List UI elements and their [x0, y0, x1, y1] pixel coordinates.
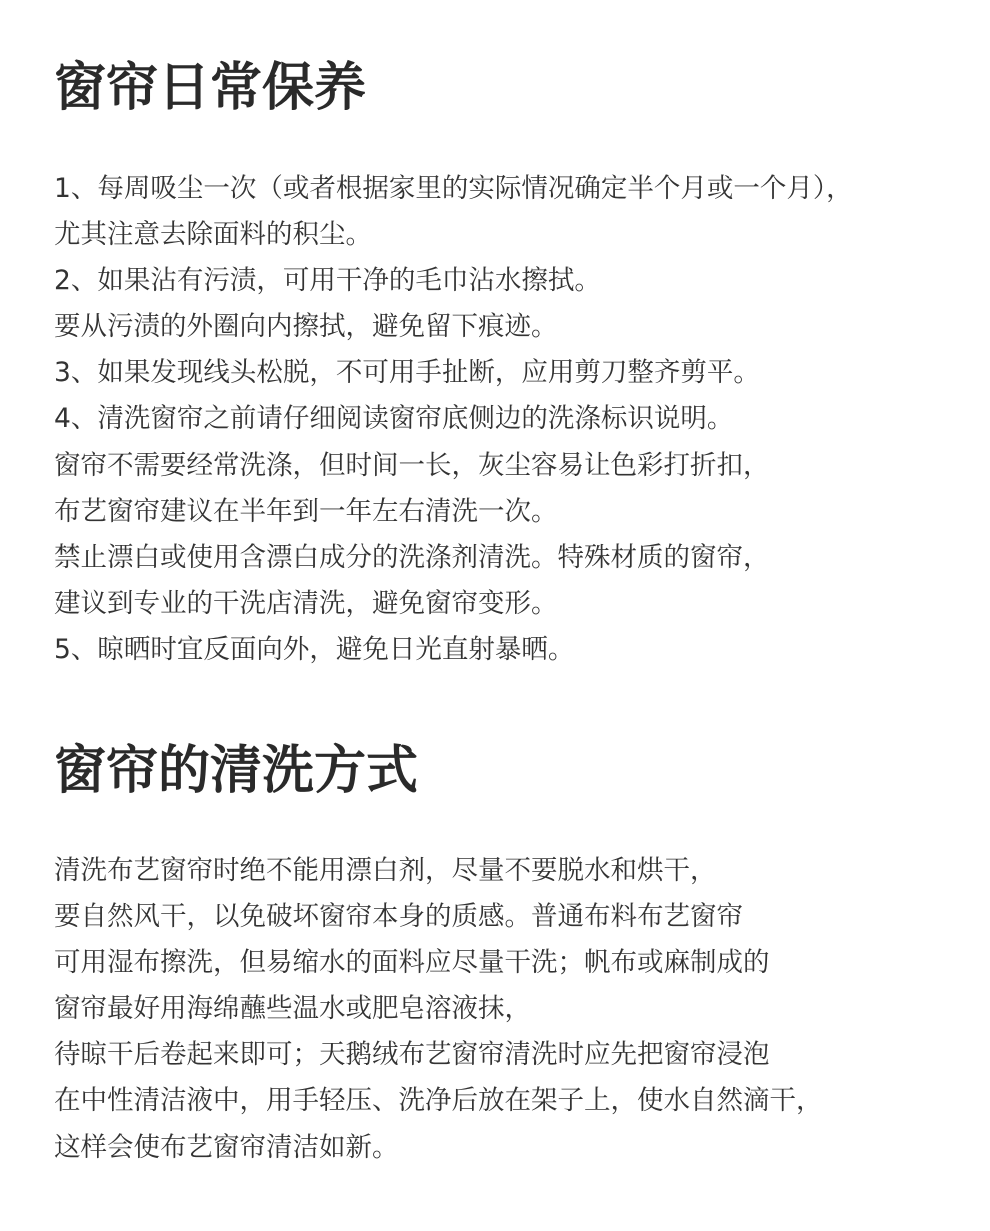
section-title-daily-care: 窗帘日常保养: [54, 58, 367, 118]
text-line: 1、每周吸尘一次（或者根据家里的实际情况确定半个月或一个月），: [54, 173, 853, 204]
text-line: 禁止漂白或使用含漂白成分的洗涤剂清洗。特殊材质的窗帘，: [54, 541, 770, 573]
text-line: 尤其注意去除面料的积尘。: [54, 219, 372, 251]
text-line: 窗帘不需要经常洗涤，但时间一长，灰尘容易让色彩打折扣，: [54, 449, 770, 481]
text-line: 这样会使布艺窗帘清洁如新。: [54, 1131, 399, 1163]
text-line: 3、如果发现线头松脱，不可用手扯断，应用剪刀整齐剪平。: [54, 357, 760, 389]
daily-care-paragraph: [54, 166, 853, 673]
section-title-cleaning-methods: 窗帘的清洗方式: [54, 741, 419, 801]
text-line: 要从污渍的外圈向内擦拭，避免留下痕迹。: [54, 311, 558, 343]
text-line: 清洗布艺窗帘时绝不能用漂白剂，尽量不要脱水和烘干，: [54, 855, 717, 886]
text-line: 2、如果沾有污渍，可用干净的毛巾沾水擦拭。: [54, 265, 601, 297]
cleaning-methods-paragraph: [54, 848, 823, 1171]
text-line: 窗帘最好用海绵蘸些温水或肥皂溶液抹，: [54, 993, 531, 1025]
text-line: 4、清洗窗帘之前请仔细阅读窗帘底侧边的洗涤标识说明。: [54, 403, 734, 435]
text-line: 建议到专业的干洗店清洗，避免窗帘变形。: [54, 587, 558, 619]
text-line: 待晾干后卷起来即可；天鹅绒布艺窗帘清洗时应先把窗帘浸泡: [54, 1039, 770, 1071]
text-line: 布艺窗帘建议在半年到一年左右清洗一次。: [54, 495, 558, 527]
text-line: 可用湿布擦洗，但易缩水的面料应尽量干洗；帆布或麻制成的: [54, 947, 770, 979]
text-line: 要自然风干，以免破坏窗帘本身的质感。普通布料布艺窗帘: [54, 901, 743, 933]
text-line: 5、晾晒时宜反面向外，避免日光直射暴晒。: [54, 633, 575, 665]
text-line: 在中性清洁液中，用手轻压、洗净后放在架子上，使水自然滴干，: [54, 1085, 823, 1117]
